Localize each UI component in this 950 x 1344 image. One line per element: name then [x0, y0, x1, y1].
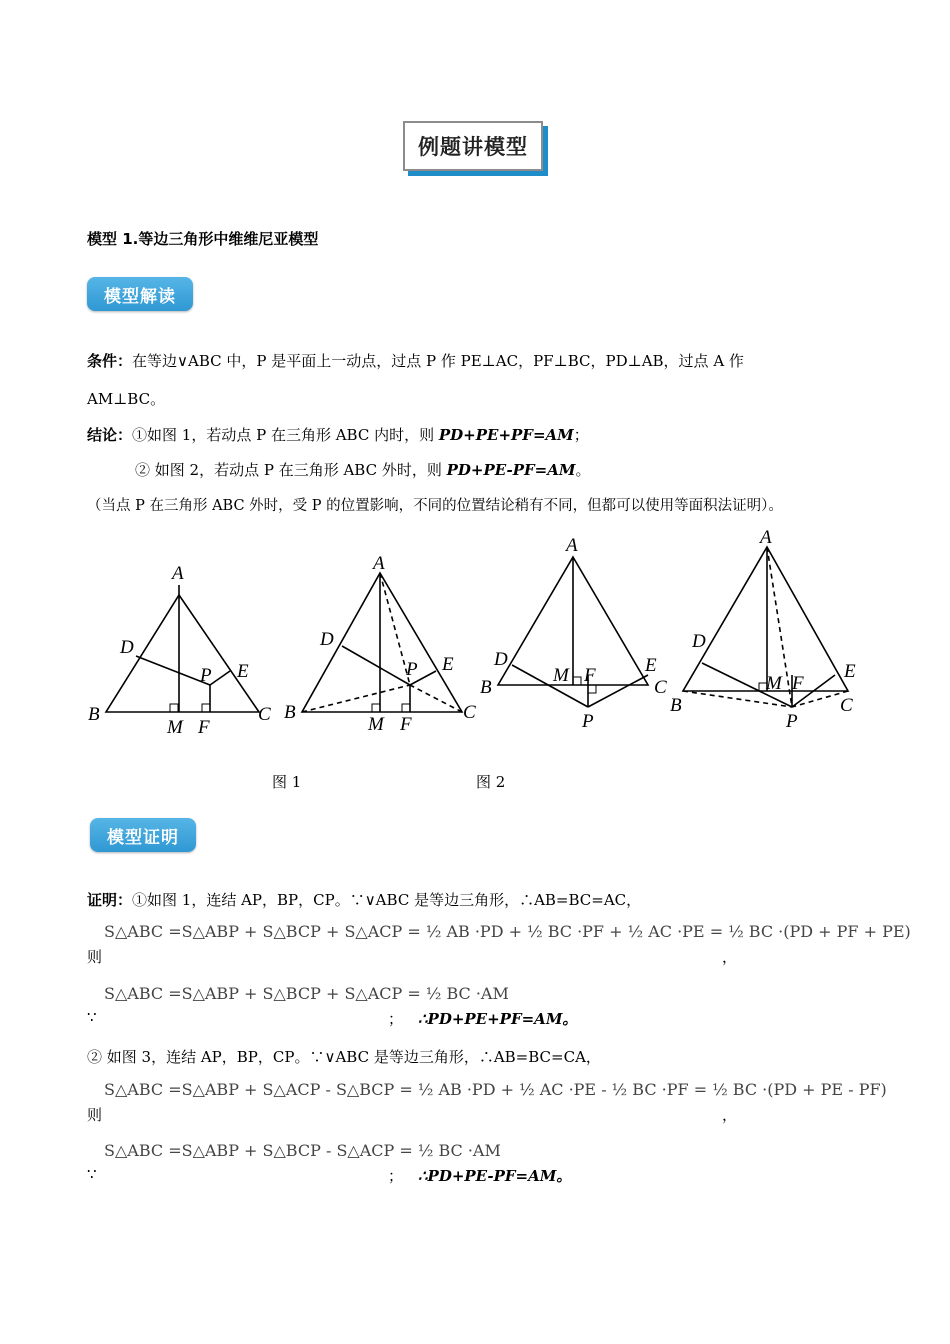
section-heading: 模型 1.等边三角形中维维尼亚模型 — [87, 230, 319, 248]
label-A: A — [760, 527, 772, 548]
label-M: M — [167, 717, 183, 738]
label-M: M — [368, 714, 384, 735]
conclusion-2-text: ② 如图 2，若动点 P 在三角形 ABC 外时，则 — [135, 461, 447, 479]
formula-2b: S△ABC =S△ABP + S△BCP - S△ACP = ½ BC ·AM — [104, 1141, 501, 1160]
semicolon-2: ； — [388, 1167, 404, 1185]
fig4-triangle — [683, 547, 848, 691]
label-D: D — [692, 631, 706, 652]
condition-text: 在等边∨ABC 中，P 是平面上一动点，过点 P 作 PE⊥AC，PF⊥BC，PD⊥AB，过点 A 作 — [132, 352, 744, 370]
condition-line1 — [87, 350, 744, 371]
result-1: ∴PD+PE+PF=AM。 — [418, 1010, 578, 1028]
label-C: C — [654, 677, 667, 698]
label-P: P — [200, 665, 212, 686]
conclusion-1-text: ①如图 1，若动点 P 在三角形 ABC 内时，则 — [132, 426, 439, 444]
label-C: C — [840, 695, 853, 716]
label-E: E — [442, 654, 454, 675]
label-E: E — [844, 661, 856, 682]
proof-p1: ①如图 1，连结 AP，BP，CP。∵∨ABC 是等边三角形，∴AB=BC=AC， — [132, 891, 642, 909]
proof-line1 — [87, 889, 641, 910]
conclusion-note: （当点 P 在三角形 ABC 外时，受 P 的位置影响，不同的位置结论稍有不同，但都可以使用等面积法证明）。 — [87, 498, 783, 514]
condition-line2: AM⊥BC。 — [87, 390, 166, 408]
label-P: P — [406, 659, 418, 680]
label-M: M — [766, 673, 782, 694]
model-proof-badge: 模型证明 — [90, 818, 196, 852]
page-title: 例题讲模型 — [403, 121, 543, 171]
figures-diagram — [80, 525, 880, 755]
comma-1: ， — [722, 948, 738, 966]
result-2: ∴PD+PE-PF=AM。 — [418, 1167, 572, 1185]
label-C: C — [463, 702, 476, 723]
ze-1: 则 — [87, 948, 103, 966]
label-B: B — [88, 704, 100, 725]
proof-label: 证明： — [87, 891, 133, 909]
label-B: B — [284, 702, 296, 723]
label-F: F — [198, 717, 210, 738]
conclusion-label: 结论： — [87, 426, 133, 444]
label-D: D — [320, 629, 334, 650]
condition-label: 条件： — [87, 352, 133, 370]
conclusion-1 — [87, 424, 589, 445]
label-A: A — [373, 553, 385, 574]
comma-2: ， — [722, 1106, 738, 1124]
label-M: M — [553, 665, 569, 686]
figure-caption-1: 图 1 — [272, 773, 302, 791]
label-E: E — [645, 655, 657, 676]
label-F: F — [792, 673, 804, 694]
proof-p2: ② 如图 3，连结 AP，BP，CP。∵∨ABC 是等边三角形，∴AB=BC=CA， — [87, 1048, 601, 1066]
conclusion-2 — [135, 459, 590, 480]
label-P: P — [786, 711, 798, 732]
label-F: F — [400, 714, 412, 735]
ze-2: 则 — [87, 1106, 103, 1124]
label-E: E — [237, 661, 249, 682]
label-D: D — [120, 637, 134, 658]
conclusion-1-formula: PD+PE+PF=AM — [438, 426, 574, 444]
label-P: P — [582, 711, 594, 732]
conclusion-2-formula: PD+PE-PF=AM — [446, 461, 576, 479]
label-F: F — [584, 665, 596, 686]
label-B: B — [480, 677, 492, 698]
label-B: B — [670, 695, 682, 716]
label-C: C — [258, 704, 271, 725]
formula-2a: S△ABC =S△ABP + S△ACP - S△BCP = ½ AB ·PD + ½ AC ·PE - ½ BC ·PF = ½ BC ·(PD + PE - PF) — [104, 1080, 887, 1099]
formula-1a: S△ABC =S△ABP + S△BCP + S△ACP = ½ AB ·PD + ½ BC ·PF + ½ AC ·PE = ½ BC ·(PD + PF + PE) — [104, 922, 911, 941]
formula-1b: S△ABC =S△ABP + S△BCP + S△ACP = ½ BC ·AM — [104, 984, 509, 1003]
label-D: D — [494, 649, 508, 670]
conclusion-1-end: ； — [573, 426, 589, 444]
because-2: ∵ — [87, 1165, 97, 1183]
because-1: ∵ — [87, 1008, 97, 1026]
label-A: A — [172, 563, 184, 584]
figure-caption-2: 图 2 — [476, 773, 506, 791]
model-reading-badge: 模型解读 — [87, 277, 193, 311]
label-A: A — [566, 535, 578, 556]
semicolon-1: ； — [388, 1010, 404, 1028]
conclusion-2-end: 。 — [575, 461, 591, 479]
